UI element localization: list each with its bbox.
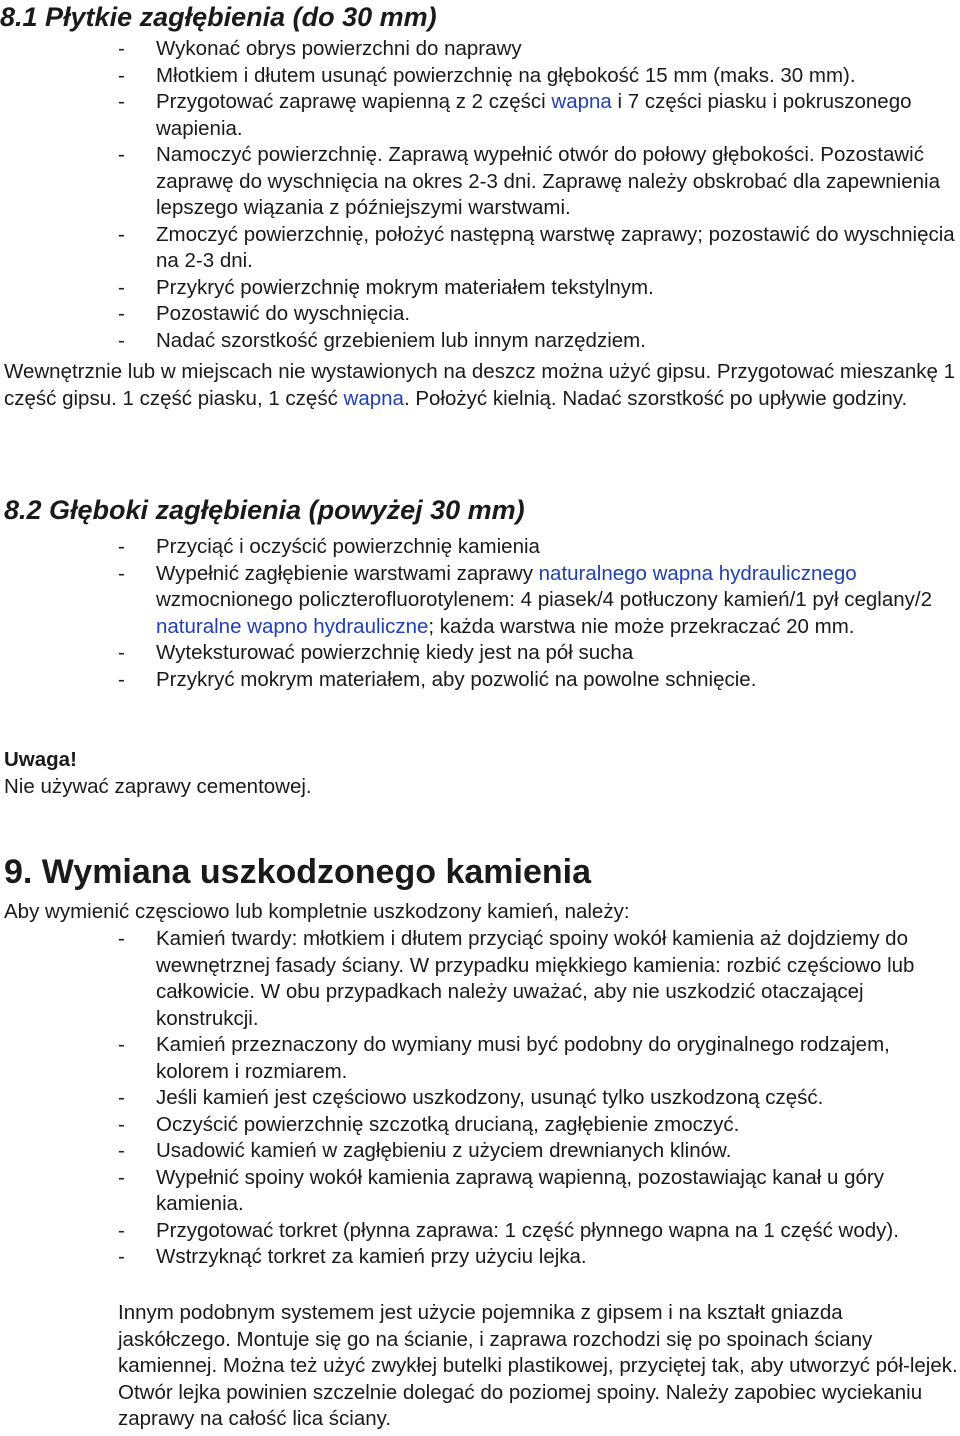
text-segment: Wewnętrznie lub w miejscach nie wystawionych na deszcz można użyć gipsu. Przygotować mieszankę 1 część gipsu. 1 część piasku, 1 część (4, 360, 956, 410)
list-item (118, 301, 960, 328)
note-title: Uwaga! (4, 748, 77, 771)
list-item (118, 1085, 960, 1112)
list-marker: - (118, 143, 125, 166)
list-item (118, 667, 960, 694)
list-marker: - (118, 1165, 125, 1189)
highlighted-term: naturalne wapno hydrauliczne (156, 614, 429, 638)
list-item (118, 1032, 960, 1085)
highlighted-term: wapna (343, 386, 404, 410)
list-item (118, 561, 960, 641)
list-item (118, 222, 960, 275)
text-segment: ; każda warstwa nie może przekraczać 20 mm. (428, 614, 855, 638)
list-item (118, 1138, 960, 1165)
text-segment: Przykryć mokrym materiałem, aby pozwolić na powolne schnięcie. (156, 667, 757, 691)
text-segment: Kamień twardy: młotkiem i dłutem przyciąć spoiny wokół kamienia aż dojdziemy do wewnętrznej fasady ściany. W przypadku miękkiego kamienia: rozbić częściowo lub całkowicie. W obu przypadkach należy uważać, aby nie uszkodzić otaczającej konstrukcji. (156, 927, 915, 1030)
text-segment: Wyteksturować powierzchnię kiedy jest na pół sucha (156, 641, 634, 664)
list-item (118, 1165, 960, 1218)
list-marker: - (118, 63, 125, 87)
list-marker: - (118, 1086, 125, 1109)
section-heading-8-2: 8.2 Głęboki zagłębienia (powyżej 30 mm) (4, 495, 525, 525)
list-marker: - (118, 328, 125, 352)
text-segment: Przygotować zaprawę wapienną z 2 części (156, 90, 552, 113)
list-item (118, 36, 960, 63)
list-item (118, 328, 960, 355)
list-marker: - (118, 90, 125, 113)
text-segment: Wypełnić zagłębienie warstwami zaprawy (156, 561, 539, 585)
list-marker: - (118, 275, 125, 299)
text-segment: i 7 części piasku i pokruszonego wapienia. (156, 90, 912, 140)
text-segment: Młotkiem i dłutem usunąć powierzchnię na głębokość 15 mm (maks. 30 mm). (156, 63, 856, 87)
note-text: Nie używać zaprawy cementowej. (4, 775, 312, 798)
section-9-intro: Aby wymienić częsciowo lub kompletnie uszkodzony kamień, należy: (4, 900, 630, 923)
list-item (118, 63, 960, 90)
steps-list-9 (118, 926, 960, 1271)
text-segment: Wykonać obrys powierzchni do naprawy (156, 37, 522, 60)
list-marker: - (118, 1218, 125, 1242)
list-item (118, 534, 960, 561)
list-marker: - (118, 561, 125, 585)
text-segment: Usadowić kamień w zagłębieniu z użyciem drewnianych klinów. (156, 1139, 732, 1162)
text-segment: Kamień przeznaczony do wymiany musi być podobny do oryginalnego rodzajem, kolorem i rozmiarem. (156, 1033, 890, 1083)
section-heading-9: 9. Wymiana uszkodzonego kamienia (4, 853, 591, 891)
list-marker: - (118, 222, 125, 246)
list-marker: - (118, 1033, 125, 1056)
list-item (118, 142, 960, 222)
list-marker: - (118, 37, 125, 60)
text-segment: Nadać szorstkość grzebieniem lub innym narzędziem. (156, 328, 646, 352)
text-segment: Jeśli kamień jest częściowo uszkodzony, usunąć tylko uszkodzoną część. (156, 1086, 824, 1109)
list-item (118, 89, 960, 142)
text-segment: Pozostawić do wyschnięcia. (156, 302, 411, 325)
text-segment: wzmocnionego policzterofluorotylenem: 4 piasek/4 potłuczony kamień/1 pył ceglany/2 (156, 588, 933, 611)
text-segment: Wstrzyknąć torkret za kamień przy użyciu lejka. (156, 1245, 587, 1268)
text-segment: Oczyścić powierzchnię szczotką drucianą, zagłębienie zmoczyć. (156, 1112, 740, 1136)
text-segment: Zmoczyć powierzchnię, położyć następną warstwę zaprawy; pozostawić do wyschnięcia na 2-3 dni. (156, 222, 955, 272)
section-9-closing: Innym podobnym systemem jest użycie pojemnika z gipsem i na kształt gniazda jaskółczego. Montuje się go na ścianie, i zaprawa rozchodzi się po spoinach ściany kamiennej. Można też użyć zwykłej butelki plastikowej, przyciętej tak, aby utworzyć pół-lejek. Otwór lejka powinien szczelnie dolegać do poziomej spoiny. Należy zapobiec wyciekaniu zaprawy na całość lica ściany. (118, 1301, 958, 1430)
text-segment: Przykryć powierzchnię mokrym materiałem tekstylnym. (156, 275, 654, 299)
list-marker: - (118, 1245, 125, 1268)
list-marker: - (118, 302, 125, 325)
list-item (118, 926, 960, 1032)
list-item (118, 1244, 960, 1271)
list-marker: - (118, 641, 125, 664)
list-marker: - (118, 1112, 125, 1136)
highlighted-term: naturalnego wapna hydraulicznego (538, 561, 857, 585)
text-segment: Wypełnić spoiny wokół kamienia zaprawą wapienną, pozostawiając kanał u góry kamienia. (156, 1165, 884, 1215)
section-heading-8-1: 8.1 Płytkie zagłębienia (do 30 mm) (0, 2, 437, 32)
list-marker: - (118, 927, 125, 950)
list-item (118, 275, 960, 302)
steps-list-8-1 (118, 36, 960, 354)
steps-list-8-2 (118, 534, 960, 693)
list-item (118, 1218, 960, 1245)
list-marker: - (118, 535, 125, 558)
paragraph-gypsum (4, 359, 960, 412)
highlighted-term: wapna (551, 90, 612, 113)
list-marker: - (118, 1139, 125, 1162)
list-marker: - (118, 667, 125, 691)
text-segment: . Położyć kielnią. Nadać szorstkość po upływie godziny. (403, 386, 908, 410)
text-segment: Przygotować torkret (płynna zaprawa: 1 część płynnego wapna na 1 część wody). (156, 1218, 899, 1242)
list-item (118, 1112, 960, 1139)
text-segment: Namoczyć powierzchnię. Zaprawą wypełnić otwór do połowy głębokości. Pozostawić zaprawę do wyschnięcia na okres 2-3 dni. Zaprawę należy obskrobać dla zapewnienia lepszego wiązania z późniejszymi warstwami. (156, 143, 940, 219)
list-item (118, 640, 960, 667)
text-segment: Przyciąć i oczyścić powierzchnię kamienia (156, 535, 540, 558)
